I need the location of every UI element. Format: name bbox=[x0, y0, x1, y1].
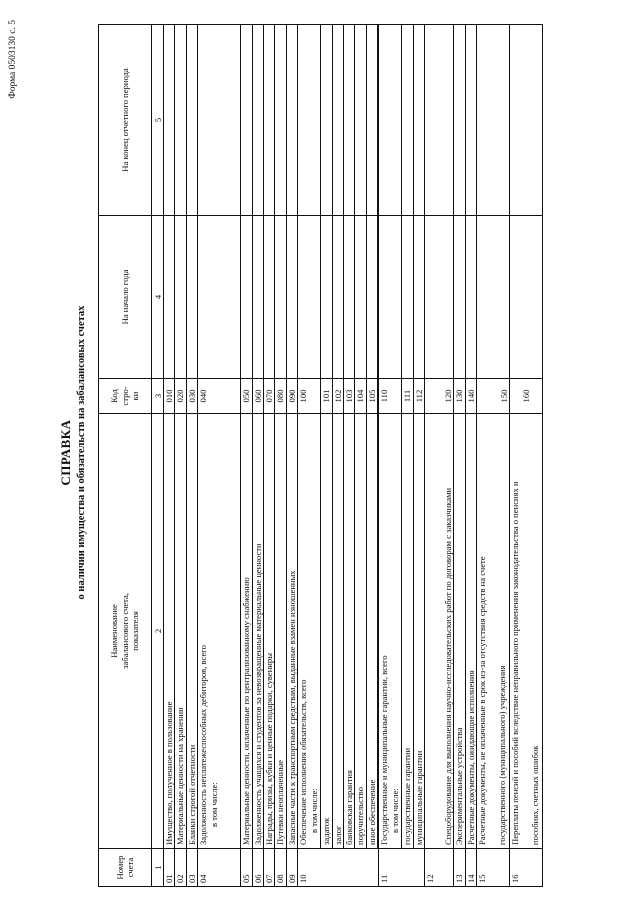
header-code-line1: Код bbox=[109, 389, 120, 403]
column-number: 5 bbox=[152, 25, 164, 216]
start-value-cell bbox=[186, 216, 197, 379]
column-number: 1 bbox=[152, 849, 164, 887]
account-cell: 04 bbox=[198, 849, 241, 887]
start-value-cell bbox=[402, 216, 413, 379]
end-value-cell bbox=[321, 25, 332, 216]
table-row bbox=[264, 25, 275, 887]
account-cell: 07 bbox=[264, 849, 275, 887]
account-cell: 13 bbox=[454, 849, 465, 887]
code-cell: 112 bbox=[413, 379, 424, 414]
name-cell: Расчетные документы, ожидающие исполнения bbox=[465, 414, 476, 849]
start-value-cell bbox=[164, 216, 175, 379]
table-row bbox=[241, 25, 252, 887]
end-value-cell bbox=[332, 25, 343, 216]
account-cell: 08 bbox=[275, 849, 286, 887]
name-cell: Запасные части к транспортным средствам, выданные взамен изношенных bbox=[286, 414, 297, 849]
header-name bbox=[99, 414, 152, 849]
table-row bbox=[252, 25, 263, 887]
account-cell: 01 bbox=[164, 849, 175, 887]
code-cell: 160 bbox=[509, 379, 542, 414]
header-name-line1: Наименование bbox=[109, 604, 120, 658]
name-subtext: в том числе: bbox=[308, 788, 319, 833]
account-cell: 02 bbox=[175, 849, 186, 887]
code-cell: 040 bbox=[198, 379, 241, 414]
name-cell bbox=[476, 414, 509, 849]
table-row bbox=[366, 25, 377, 887]
name-text: Переплаты пенсий и пособий вследствие неправильного применения законодательства о пенсиях и bbox=[509, 481, 520, 845]
code-cell: 110 bbox=[379, 379, 402, 414]
name-subtext: в том числе: bbox=[208, 782, 219, 827]
name-cell: государственные гарантии bbox=[402, 414, 413, 849]
header-row bbox=[99, 25, 152, 887]
start-value-cell bbox=[465, 216, 476, 379]
end-value-cell bbox=[454, 25, 465, 216]
end-value-cell bbox=[175, 25, 186, 216]
name-cell: залог bbox=[332, 414, 343, 849]
document-subtitle: о наличии имущества и обязательств на забалансовых счетах bbox=[76, 305, 87, 600]
header-name-line3: показателя bbox=[130, 611, 141, 651]
name-cell: Путевки неоплаченные bbox=[275, 414, 286, 849]
name-cell bbox=[298, 414, 321, 849]
name-cell: иное обеспечение bbox=[366, 414, 377, 849]
code-cell: 020 bbox=[175, 379, 186, 414]
end-value-cell bbox=[402, 25, 413, 216]
table-row bbox=[186, 25, 197, 887]
end-value-cell bbox=[298, 25, 321, 216]
end-value-cell bbox=[286, 25, 297, 216]
table-row bbox=[413, 25, 424, 887]
table-row bbox=[275, 25, 286, 887]
start-value-cell bbox=[476, 216, 509, 379]
account-cell: 05 bbox=[241, 849, 252, 887]
name-cell: Материальные ценности, оплаченные по централизованному снабжению bbox=[241, 414, 252, 849]
name-cell: поручительство bbox=[355, 414, 366, 849]
code-cell: 105 bbox=[366, 379, 377, 414]
end-value-cell bbox=[379, 25, 402, 216]
column-number: 4 bbox=[152, 216, 164, 379]
name-cell: Задолженность учащихся и студентов за невозвращенные материальные ценности bbox=[252, 414, 263, 849]
code-cell: 060 bbox=[252, 379, 263, 414]
table-row bbox=[425, 25, 454, 887]
code-cell: 104 bbox=[355, 379, 366, 414]
end-value-cell bbox=[425, 25, 454, 216]
name-cell bbox=[379, 414, 402, 849]
end-value-cell bbox=[241, 25, 252, 216]
name-cell: Имущество, полученное в пользование bbox=[164, 414, 175, 849]
table-row bbox=[509, 25, 542, 887]
end-value-cell bbox=[164, 25, 175, 216]
start-value-cell bbox=[332, 216, 343, 379]
header-code bbox=[99, 379, 152, 414]
form-label: Форма 0503130 с. 5 bbox=[8, 20, 18, 99]
name-text: Расчетные документы, не оплаченные в срок из-за отсутствия средств на счете bbox=[476, 556, 487, 845]
start-value-cell bbox=[366, 216, 377, 379]
header-code-line3: ки bbox=[130, 391, 141, 401]
account-cell: 10 bbox=[298, 849, 379, 887]
start-value-cell bbox=[344, 216, 355, 379]
account-cell: 06 bbox=[252, 849, 263, 887]
code-cell: 102 bbox=[332, 379, 343, 414]
table-row bbox=[321, 25, 332, 887]
document-title: СПРАВКА bbox=[58, 419, 73, 486]
code-cell: 150 bbox=[476, 379, 509, 414]
name-cell: банковская гарантия bbox=[344, 414, 355, 849]
column-number: 3 bbox=[152, 379, 164, 414]
code-cell: 080 bbox=[275, 379, 286, 414]
code-cell: 090 bbox=[286, 379, 297, 414]
code-cell: 103 bbox=[344, 379, 355, 414]
start-value-cell bbox=[275, 216, 286, 379]
name-cell: Спецоборудование для выполнения научно-исследовательских работ по договорам с заказчиками bbox=[425, 414, 454, 849]
name-cell: задаток bbox=[321, 414, 332, 849]
account-cell: 14 bbox=[465, 849, 476, 887]
start-value-cell bbox=[198, 216, 241, 379]
name-cell: Награды, призы, кубки и ценные подарки, сувениры bbox=[264, 414, 275, 849]
column-number-row bbox=[152, 25, 164, 887]
header-name-line2: забалансового счета, bbox=[119, 593, 130, 669]
name-cell: Материальные ценности на хранении bbox=[175, 414, 186, 849]
account-cell: 12 bbox=[425, 849, 454, 887]
table-row bbox=[402, 25, 413, 887]
table-row bbox=[379, 25, 402, 887]
header-start-of-year: На начало года bbox=[99, 216, 152, 379]
account-cell: 16 bbox=[509, 849, 542, 887]
end-value-cell bbox=[465, 25, 476, 216]
code-cell: 120 bbox=[425, 379, 454, 414]
header-code-line2: стро- bbox=[119, 386, 130, 406]
start-value-cell bbox=[286, 216, 297, 379]
code-cell: 101 bbox=[321, 379, 332, 414]
name-cell: муниципальные гарантии bbox=[413, 414, 424, 849]
name-cell: Бланки строгой отчетности bbox=[186, 414, 197, 849]
header-end-of-period: На конец отчетного периода bbox=[99, 25, 152, 216]
end-value-cell bbox=[366, 25, 377, 216]
table-row bbox=[298, 25, 321, 887]
code-cell: 070 bbox=[264, 379, 275, 414]
end-value-cell bbox=[252, 25, 263, 216]
table-row bbox=[355, 25, 366, 887]
account-cell: 09 bbox=[286, 849, 297, 887]
name-cell: Экспериментальные устройства bbox=[454, 414, 465, 849]
start-value-cell bbox=[298, 216, 321, 379]
code-cell: 100 bbox=[298, 379, 321, 414]
account-cell: 03 bbox=[186, 849, 197, 887]
name-text: Задолженность неплатежеспособных дебиторов, всего bbox=[198, 645, 209, 845]
end-value-cell bbox=[509, 25, 542, 216]
code-cell: 111 bbox=[402, 379, 413, 414]
start-value-cell bbox=[252, 216, 263, 379]
table-row bbox=[332, 25, 343, 887]
name-text: Обеспечение исполнения обязательств, всего bbox=[298, 679, 309, 845]
name-cell bbox=[198, 414, 241, 849]
table-row bbox=[198, 25, 241, 887]
end-value-cell bbox=[186, 25, 197, 216]
name-text-continued: пособиях, счетных ошибок bbox=[530, 745, 541, 845]
start-value-cell bbox=[379, 216, 402, 379]
start-value-cell bbox=[175, 216, 186, 379]
table-row bbox=[164, 25, 175, 887]
code-cell: 140 bbox=[465, 379, 476, 414]
account-cell: 15 bbox=[476, 849, 509, 887]
end-value-cell bbox=[198, 25, 241, 216]
end-value-cell bbox=[344, 25, 355, 216]
name-subtext: в том числе: bbox=[389, 788, 400, 833]
off-balance-table bbox=[98, 24, 543, 887]
table-row bbox=[465, 25, 476, 887]
code-cell: 050 bbox=[241, 379, 252, 414]
table-row bbox=[175, 25, 186, 887]
end-value-cell bbox=[476, 25, 509, 216]
name-text: Государственные и муниципальные гарантии, всего bbox=[379, 655, 390, 845]
end-value-cell bbox=[355, 25, 366, 216]
table-row bbox=[476, 25, 509, 887]
table-row bbox=[454, 25, 465, 887]
code-cell: 030 bbox=[186, 379, 197, 414]
table-row bbox=[344, 25, 355, 887]
start-value-cell bbox=[355, 216, 366, 379]
column-number: 2 bbox=[152, 414, 164, 849]
start-value-cell bbox=[425, 216, 454, 379]
code-cell: 130 bbox=[454, 379, 465, 414]
start-value-cell bbox=[454, 216, 465, 379]
end-value-cell bbox=[275, 25, 286, 216]
end-value-cell bbox=[264, 25, 275, 216]
start-value-cell bbox=[413, 216, 424, 379]
table-row bbox=[286, 25, 297, 887]
start-value-cell bbox=[321, 216, 332, 379]
start-value-cell bbox=[241, 216, 252, 379]
start-value-cell bbox=[264, 216, 275, 379]
code-cell: 010 bbox=[164, 379, 175, 414]
header-account-number: Номер счета bbox=[99, 849, 152, 887]
start-value-cell bbox=[509, 216, 542, 379]
end-value-cell bbox=[413, 25, 424, 216]
name-cell bbox=[509, 414, 542, 849]
name-text-continued: государственного (муниципального) учреждения bbox=[497, 665, 508, 845]
account-cell: 11 bbox=[379, 849, 425, 887]
